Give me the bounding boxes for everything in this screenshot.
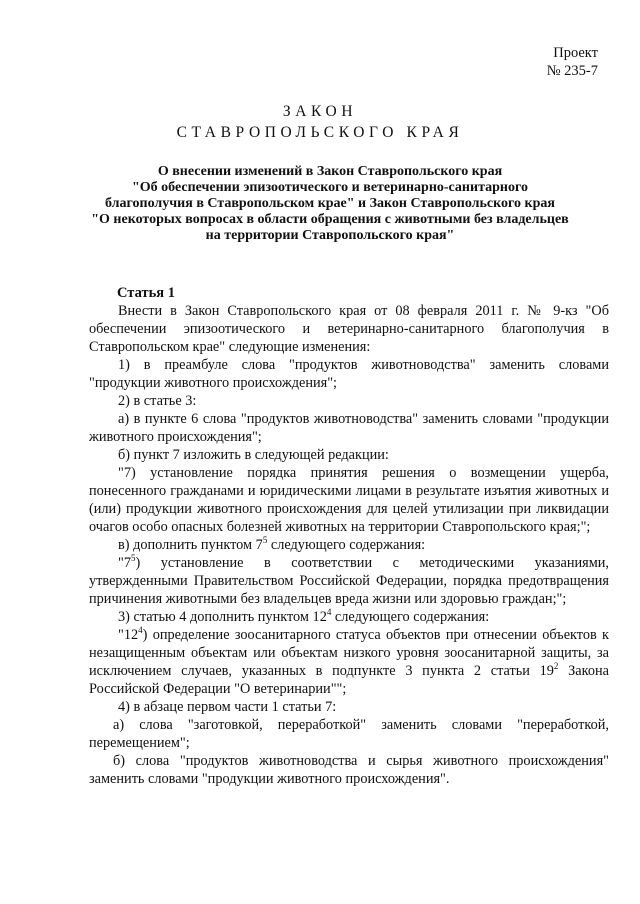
draft-label: Проект [553, 45, 598, 61]
superscript: 5 [131, 553, 136, 564]
amendment-item-3 [89, 608, 609, 626]
quote-text: Закона Российской Федерации "О ветеринарии""; [89, 663, 609, 697]
amendment-item-2c-quote [89, 554, 609, 608]
superscript: 5 [262, 535, 268, 546]
article-intro: Внести в Закон Ставропольского края от 08 февраля 2011 г. № 9-кз "Об обеспечении эпизоотического и ветеринарно-санитарного благополучия в Ставропольском крае" следующие изменения: [89, 303, 609, 355]
subtitle-line: О внесении изменений в Закон Ставропольского края [157, 164, 503, 179]
amendment-item-2c-text: в) дополнить пунктом 7 [118, 537, 263, 553]
superscript: 4 [326, 607, 332, 618]
subtitle-line: на территории Ставропольского края" [205, 228, 455, 243]
quote-text: ) определение зоосанитарного статуса объектов при отнесении объектов к незащищенным объектам или объектам низкого уровня зоосанитарной защиты, за исключением случаев, указанных в подпункте 3 пункта 2 статьи 19 [89, 627, 609, 679]
amendment-item-4b: б) слова "продуктов животноводства и сырья животного происхождения" заменить словами "продукции животного происхождения". [89, 753, 609, 787]
draft-number: № 235-7 [546, 63, 598, 79]
quote-text: "7 [118, 555, 131, 571]
quote-text: ) установление в соответствии с методическими указаниями, утвержденными Правительством Российской Федерации, порядка предотвращения причинения животными без владельцев вреда жизни или здоровью граждан;"; [89, 555, 609, 607]
amendment-item-1: 1) в преамбуле слова "продуктов животноводства" заменить словами "продукции животного происхождения"; [89, 357, 609, 391]
subtitle-line: благополучия в Ставропольском крае" и Закон Ставропольского края [105, 196, 555, 211]
draft-stamp [0, 44, 598, 80]
amendment-item-2: 2) в статье 3: [118, 393, 197, 409]
subtitle-line: "О некоторых вопросах в области обращения с животными без владельцев [91, 212, 569, 227]
amendment-item-3-quote [89, 626, 609, 698]
amendment-item-2a: а) в пункте 6 слова "продуктов животноводства" заменить словами "продукции животного происхождения"; [89, 411, 609, 445]
superscript: 2 [553, 661, 559, 672]
amendment-item-3-text: 3) статью 4 дополнить пунктом 12 [118, 609, 327, 625]
amendment-item-2c [89, 536, 609, 554]
article-body [89, 302, 609, 788]
amendment-item-2b: б) пункт 7 изложить в следующей редакции: [118, 447, 389, 463]
law-title-line-2: СТАВРОПОЛЬСКОГО КРАЯ [176, 124, 464, 141]
subtitle-line: "Об обеспечении эпизоотического и ветеринарно-санитарного [132, 180, 528, 195]
quote-text: "12 [118, 627, 139, 643]
law-title-line-1: ЗАКОН [282, 103, 358, 120]
law-title [0, 101, 640, 143]
superscript: 4 [138, 625, 143, 636]
amendment-item-4: 4) в абзаце первом части 1 статьи 7: [118, 699, 337, 715]
article-heading: Статья 1 [117, 285, 175, 301]
amendment-item-2b-quote: "7) установление порядка принятия решения о возмещении ущерба, понесенного гражданами и юридическими лицами в результате изъятия животных и (или) продукции животного происхождения для целей утилизации при ликвидации очагов особо опасных болезней животных на территории Ставропольского края;"; [89, 465, 609, 535]
amendment-item-2c-text: следующего содержания: [267, 537, 426, 553]
law-subtitle [60, 164, 600, 244]
amendment-item-3-text: следующего содержания: [331, 609, 490, 625]
amendment-item-4a: а) слова "заготовкой, переработкой" заменить словами "переработкой, перемещением"; [89, 717, 609, 751]
